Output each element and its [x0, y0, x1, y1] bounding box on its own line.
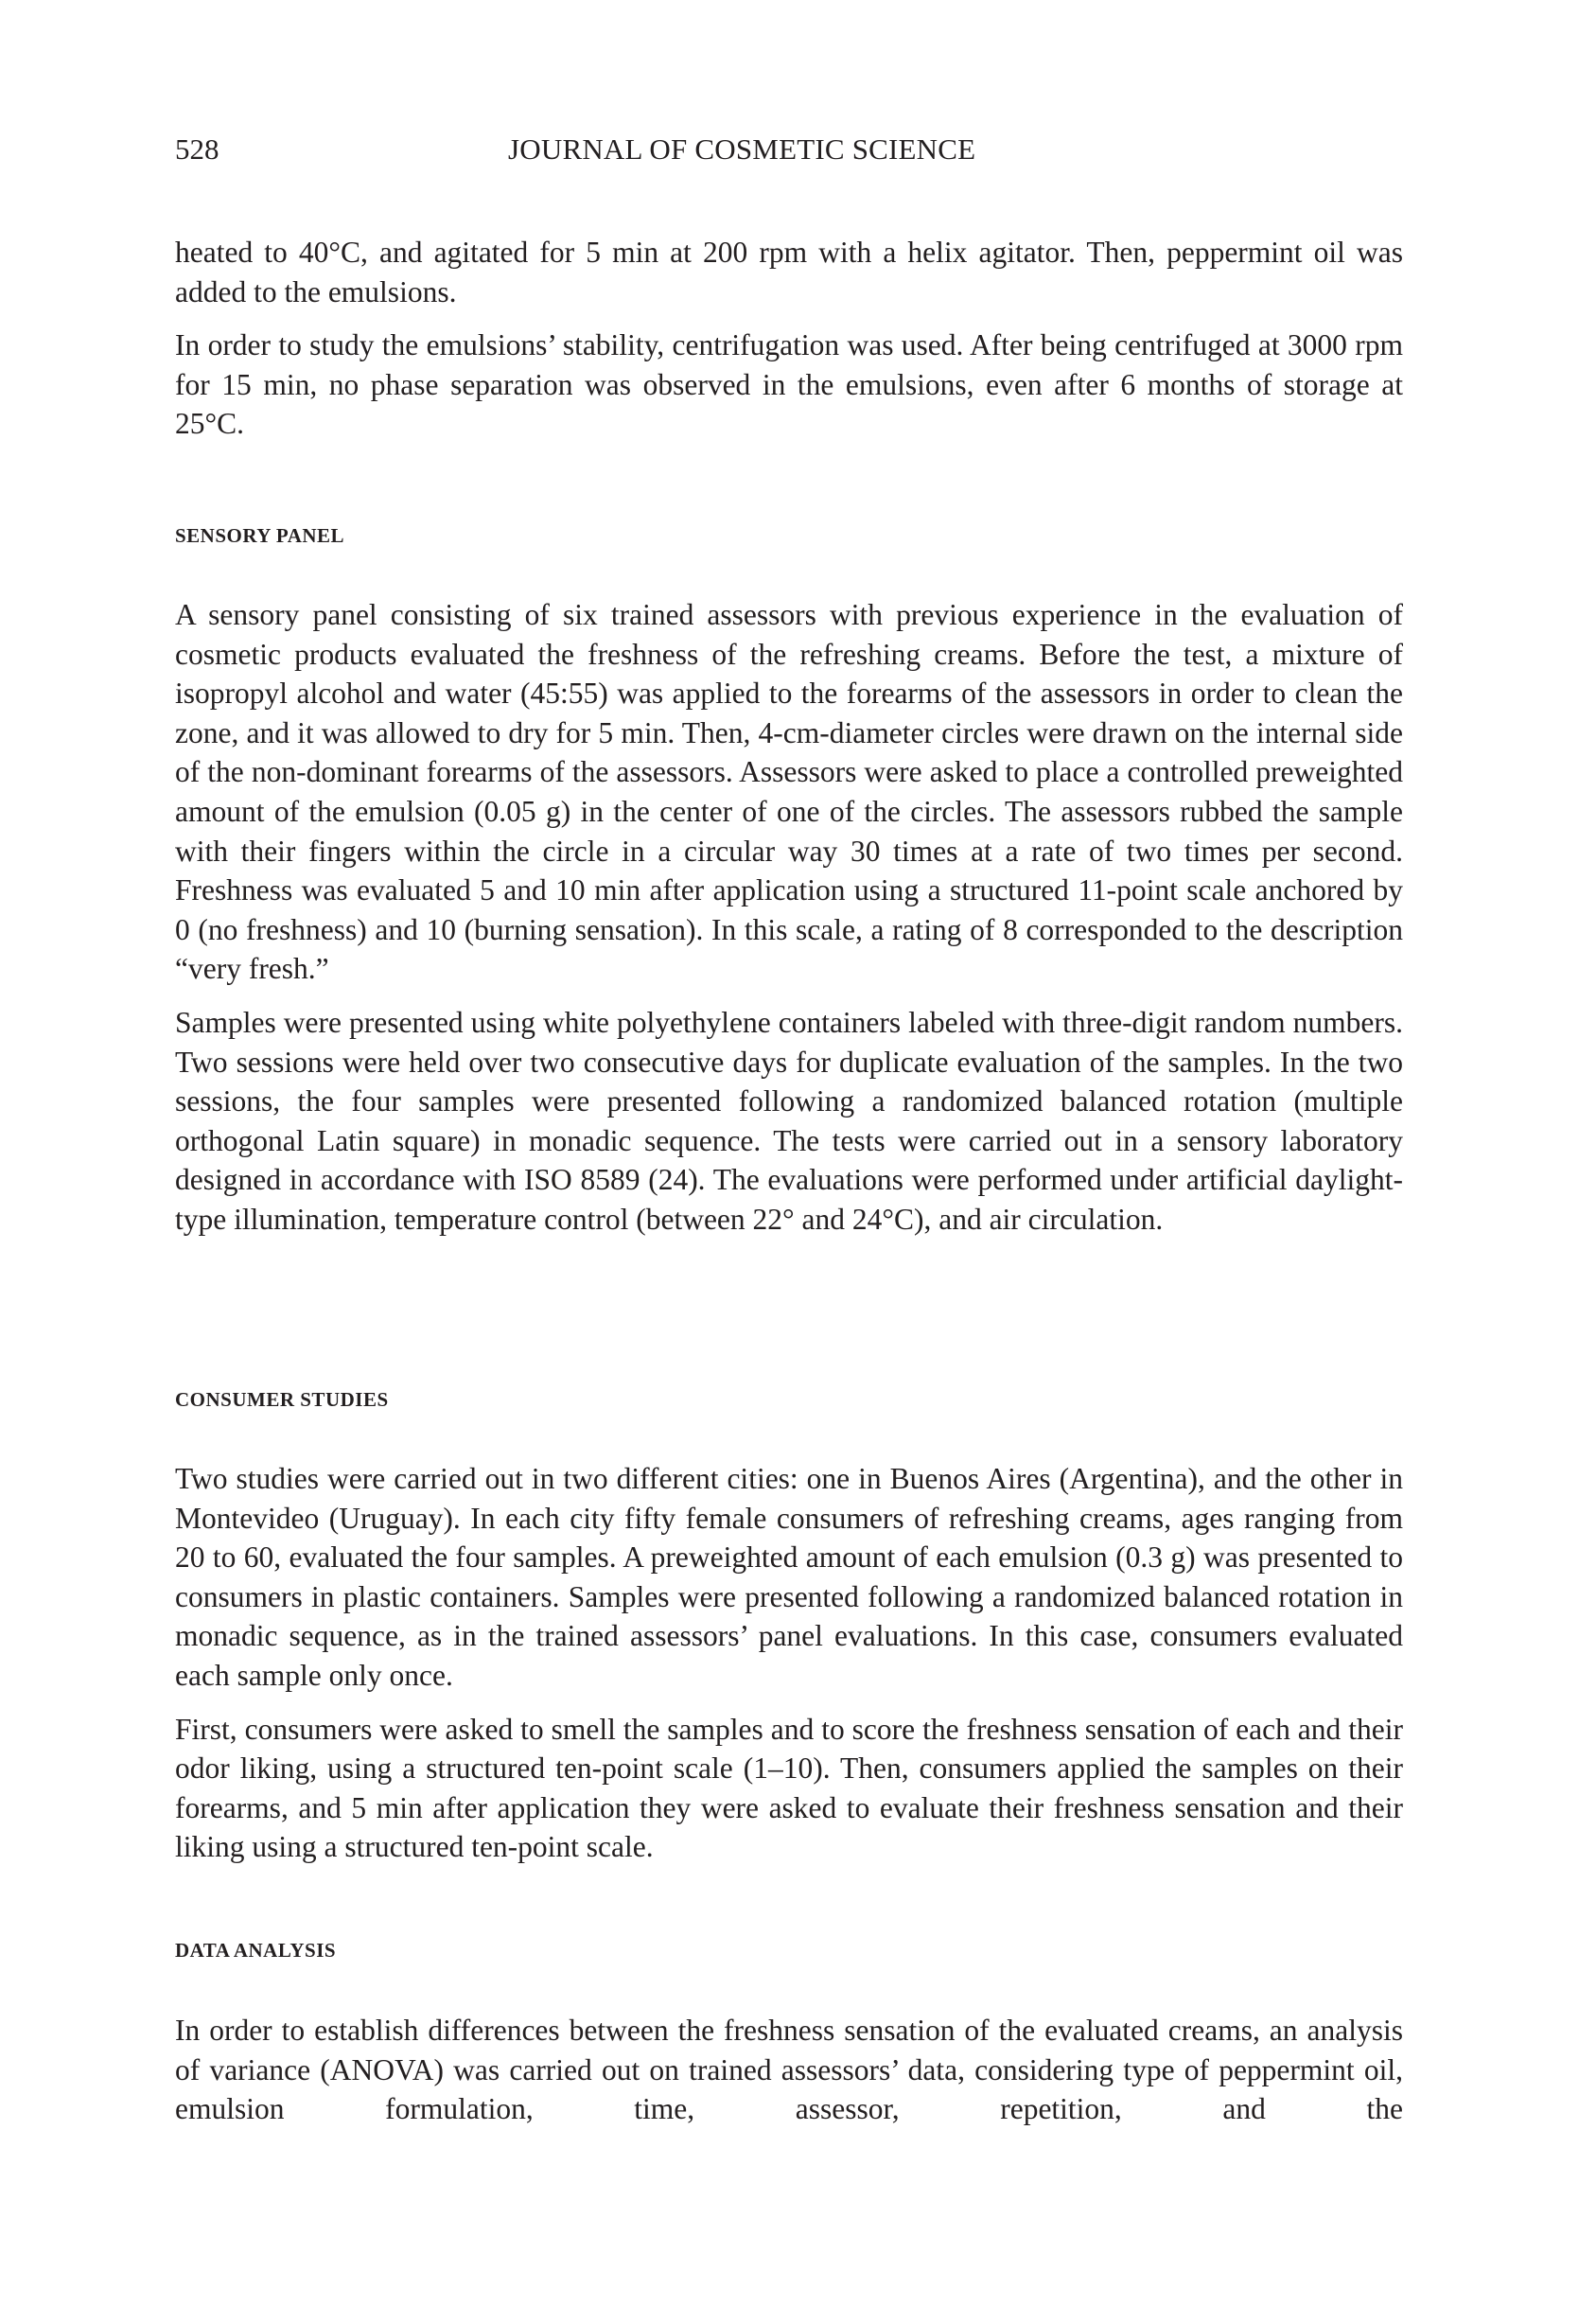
paragraph: In order to establish differences between the freshness sensation of the evaluated creams, an analysis of variance (ANOVA) was carried out on trained assessors’ data, considering type of peppermint oil, emulsion formulation, time, assessor, repetition, and the [175, 2014, 1403, 2126]
paragraph: In order to study the emulsions’ stability, centrifugation was used. After being centrifuged at 3000 rpm for 15 min, no phase separation was observed in the emulsions, even after 6 months of storage at 25°C. [175, 328, 1403, 441]
data-analysis-body [175, 2011, 1403, 2129]
section-heading: CONSUMER STUDIES [175, 1388, 389, 1411]
paragraph: A sensory panel consisting of six trained assessors with previous experience in the evaluation of cosmetic products evaluated the freshness of the refreshing creams. Before the test, a mixture of isopropyl alcohol and water (45:55) was applied to the forearms of the assessors in order to clean the zone, and it was allowed to dry for 5 min. Then, 4-cm-diameter circles were drawn on the internal side of the non-dominant forearms of the assessors. Assessors were asked to place a controlled preweighted amount of the emulsion (0.05 g) in the center of one of the circles. The assessors rubbed the sample with their fingers within the circle in a circular way 30 times at a rate of two times per second. Freshness was evaluated 5 and 10 min after application using a structured 11-point scale anchored by 0 (no freshness) and 10 (burning sensation). In this scale, a rating of 8 corresponded to the description “very fresh.” [175, 598, 1403, 986]
paragraph: heated to 40°C, and agitated for 5 min at 200 rpm with a helix agitator. Then, peppermint oil was added to the emulsions. [175, 236, 1403, 308]
running-header [175, 131, 1403, 168]
page-number: 528 [175, 132, 219, 166]
section-heading: DATA ANALYSIS [175, 1939, 337, 1962]
paragraph: First, consumers were asked to smell the samples and to score the freshness sensation of each and their odor liking, using a structured ten-point scale (1–10). Then, consumers applied the samples on their forearms, and 5 min after application they were asked to evaluate their freshness sensation and their liking using a structured ten-point scale. [175, 1712, 1403, 1864]
data-analysis-section [175, 1938, 1403, 1963]
paragraph: Samples were presented using white polyethylene containers labeled with three-digit random numbers. Two sessions were held over two consecutive days for duplicate evaluation of the samples. In the two sessions, the four samples were presented following a randomized balanced rotation (multiple orthogonal Latin square) in monadic sequence. The tests were carried out in a sensory laboratory designed in accordance with ISO 8589 (24). The evaluations were performed under artificial daylight-type illumination, temperature control (between 22° and 24°C), and air circulation. [175, 1005, 1403, 1236]
section-heading: SENSORY PANEL [175, 524, 345, 547]
journal-title: JOURNAL OF COSMETIC SCIENCE [508, 132, 976, 166]
sensory-panel-body [175, 595, 1403, 1240]
intro-section [175, 233, 1403, 444]
consumer-studies-body [175, 1459, 1403, 1867]
consumer-studies-section [175, 1387, 1403, 1412]
paragraph: Two studies were carried out in two different cities: one in Buenos Aires (Argentina), and the other in Montevideo (Uruguay). In each city fifty female consumers of refreshing creams, ages ranging from 20 to 60, evaluated the four samples. A preweighted amount of each emulsion (0.3 g) was presented to consumers in plastic containers. Samples were presented following a randomized balanced rotation in monadic sequence, as in the trained assessors’ panel evaluations. In this case, consumers evaluated each sample only once. [175, 1462, 1403, 1692]
sensory-panel-section [175, 523, 1403, 548]
